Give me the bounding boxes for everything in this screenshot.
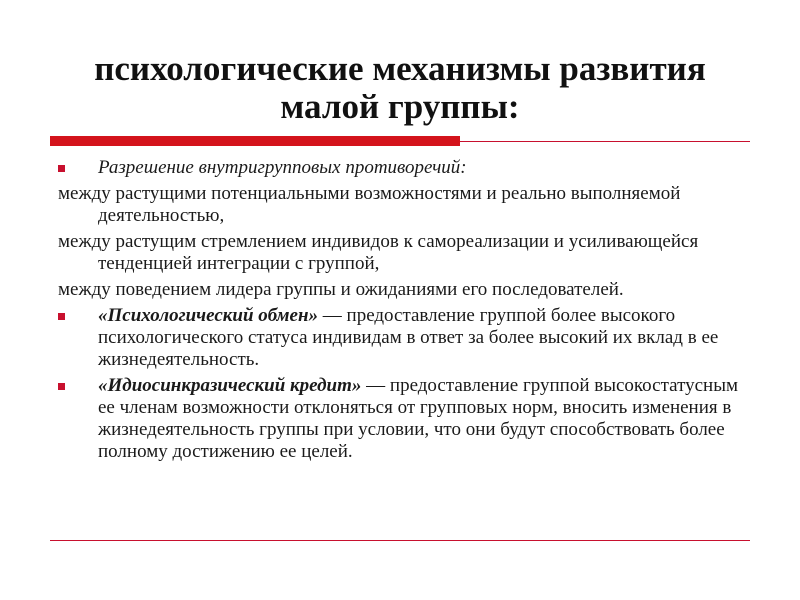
list-item-text: между поведением лидера группы и ожиданиями его последователей. (58, 279, 624, 300)
bullet-lead-text: «Психологический обмен» (98, 305, 319, 326)
list-item-text: между растущим стремлением индивидов к самореализации и усиливающейся тенденцией интеграции с группой, (58, 231, 699, 274)
list-item-potential-vs-activity (58, 183, 758, 227)
bottom-divider (50, 540, 750, 541)
square-bullet-icon (58, 313, 65, 320)
bullet-lead-text: Разрешение внутригрупповых противоречий: (98, 157, 467, 178)
bullet-body-text: — предоставление группой высокостатусным ее членам возможности отклоняться от групповых норм, вносить изменения в жизнедеятельность группы при условии, что они будут способствовать более полному достижению ее целей. (98, 375, 739, 462)
bullet-item-contradictions (58, 157, 758, 179)
slide-title (0, 50, 800, 126)
bullet-item-idiosyncratic-credit (58, 375, 758, 463)
list-item-leader-vs-followers (58, 279, 758, 301)
list-item-text: между растущими потенциальными возможностями и реально выполняемой деятельностью, (58, 183, 681, 226)
slide-title-line-1: психологические механизмы развития (94, 49, 706, 88)
bullet-item-psychological-exchange (58, 305, 758, 371)
square-bullet-icon (58, 383, 65, 390)
slide-title-line-2: малой группы: (280, 87, 520, 126)
square-bullet-icon (58, 165, 65, 172)
bullet-lead-text: «Идиосинкразический кредит» (98, 375, 362, 396)
title-divider (50, 136, 750, 148)
slide-content (58, 157, 758, 467)
title-divider-thick-bar (50, 136, 460, 146)
bullet-body-text: — предоставление группой более высокого психологического статуса индивидам в ответ за более высокий их вклад в ее жизнедеятельность. (98, 305, 719, 370)
list-item-selfrealization-vs-integration (58, 231, 758, 275)
